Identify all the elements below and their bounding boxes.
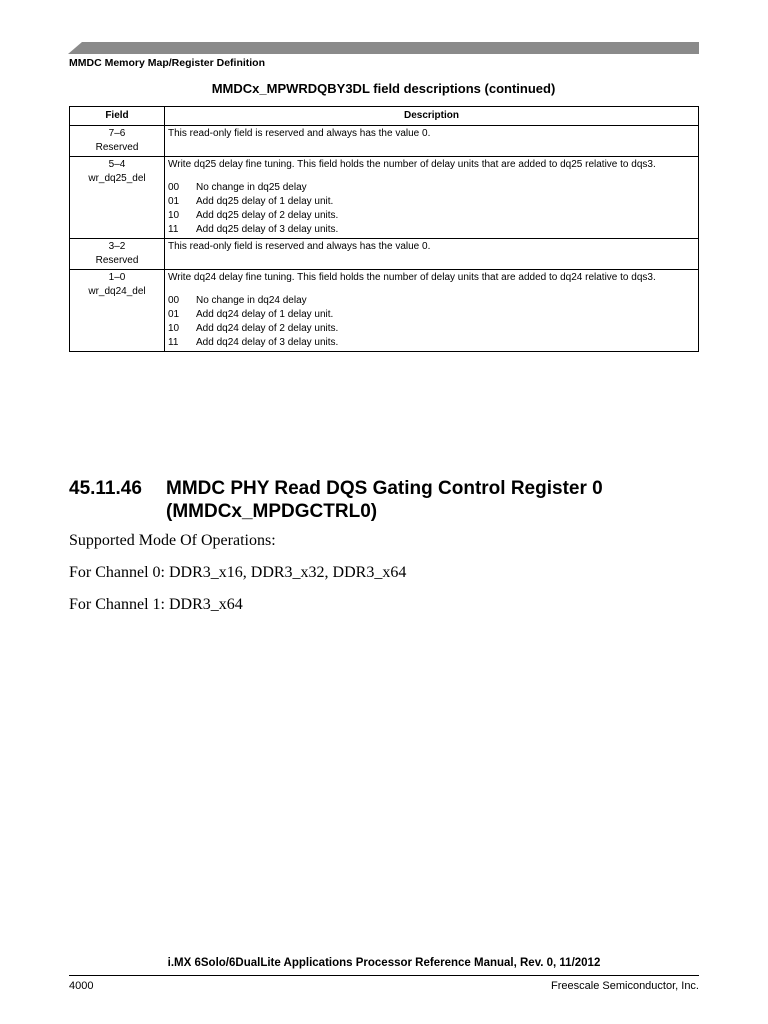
section-title-line1: MMDC PHY Read DQS Gating Control Register 0 xyxy=(166,478,603,499)
field-cell xyxy=(70,239,165,270)
value-option xyxy=(168,223,695,237)
value-description: Add dq25 delay of 2 delay units. xyxy=(196,210,339,221)
footer-divider xyxy=(69,975,699,976)
section-title-line2: (MMDCx_MPDGCTRL0) xyxy=(166,501,378,522)
field-bits: 1–0 xyxy=(108,272,126,283)
table-title: MMDCx_MPWRDQBY3DL field descriptions (continued) xyxy=(211,81,556,96)
section-number: 45.11.46 xyxy=(69,478,142,499)
description-cell xyxy=(165,157,699,239)
field-cell xyxy=(70,126,165,157)
running-header: MMDC Memory Map/Register Definition xyxy=(69,57,266,69)
field-bits: 3–2 xyxy=(108,241,126,252)
value-description: Add dq24 delay of 1 delay unit. xyxy=(196,309,334,320)
table-header-row xyxy=(70,107,699,126)
company-name: Freescale Semiconductor, Inc. xyxy=(551,980,699,992)
section-heading xyxy=(69,477,689,523)
footer-manual-title: i.MX 6Solo/6DualLite Applications Processor Reference Manual, Rev. 0, 11/2012 xyxy=(167,957,601,969)
value-code: 01 xyxy=(168,309,180,320)
field-cell xyxy=(70,157,165,239)
column-header-description: Description xyxy=(165,107,699,126)
value-option xyxy=(168,308,695,322)
table-row xyxy=(70,157,699,239)
page-number: 4000 xyxy=(69,980,94,992)
value-description: No change in dq24 delay xyxy=(196,295,307,306)
value-description: Add dq24 delay of 2 delay units. xyxy=(196,323,339,334)
field-bits: 5–4 xyxy=(108,159,126,170)
value-code: 10 xyxy=(168,323,180,334)
body-paragraph: For Channel 0: DDR3_x16, DDR3_x32, DDR3_x64 xyxy=(69,564,407,581)
value-option xyxy=(168,322,695,336)
value-option xyxy=(168,336,695,350)
description-text: This read-only field is reserved and always has the value 0. xyxy=(168,128,431,139)
value-option xyxy=(168,209,695,223)
value-description: Add dq25 delay of 1 delay unit. xyxy=(196,196,334,207)
table-row xyxy=(70,126,699,157)
value-code: 00 xyxy=(168,295,180,306)
description-cell xyxy=(165,126,699,157)
value-code: 01 xyxy=(168,196,180,207)
field-cell xyxy=(70,270,165,352)
value-code: 00 xyxy=(168,182,180,193)
value-description: No change in dq25 delay xyxy=(196,182,307,193)
value-description: Add dq24 delay of 3 delay units. xyxy=(196,337,339,348)
value-option xyxy=(168,195,695,209)
value-option xyxy=(168,181,695,195)
value-option xyxy=(168,294,695,308)
value-code: 11 xyxy=(168,337,179,348)
description-text: Write dq25 delay fine tuning. This field holds the number of delay units that are added to dq25 relative to dqs3. xyxy=(168,159,656,170)
table-row xyxy=(70,270,699,352)
value-code: 10 xyxy=(168,210,180,221)
field-name: Reserved xyxy=(95,142,139,153)
column-header-field: Field xyxy=(70,107,165,126)
body-paragraph: For Channel 1: DDR3_x64 xyxy=(69,596,243,613)
body-paragraph: Supported Mode Of Operations: xyxy=(69,532,276,549)
field-name: wr_dq24_del xyxy=(88,286,146,297)
description-text: Write dq24 delay fine tuning. This field holds the number of delay units that are added to dq24 relative to dqs3. xyxy=(168,272,656,283)
description-cell xyxy=(165,239,699,270)
field-name: wr_dq25_del xyxy=(88,173,146,184)
field-bits: 7–6 xyxy=(108,128,126,139)
header-bar xyxy=(68,42,699,54)
field-name: Reserved xyxy=(95,255,139,266)
description-text: This read-only field is reserved and always has the value 0. xyxy=(168,241,431,252)
description-cell xyxy=(165,270,699,352)
value-description: Add dq25 delay of 3 delay units. xyxy=(196,224,339,235)
table-row xyxy=(70,239,699,270)
field-description-table xyxy=(69,106,699,352)
value-code: 11 xyxy=(168,224,179,235)
